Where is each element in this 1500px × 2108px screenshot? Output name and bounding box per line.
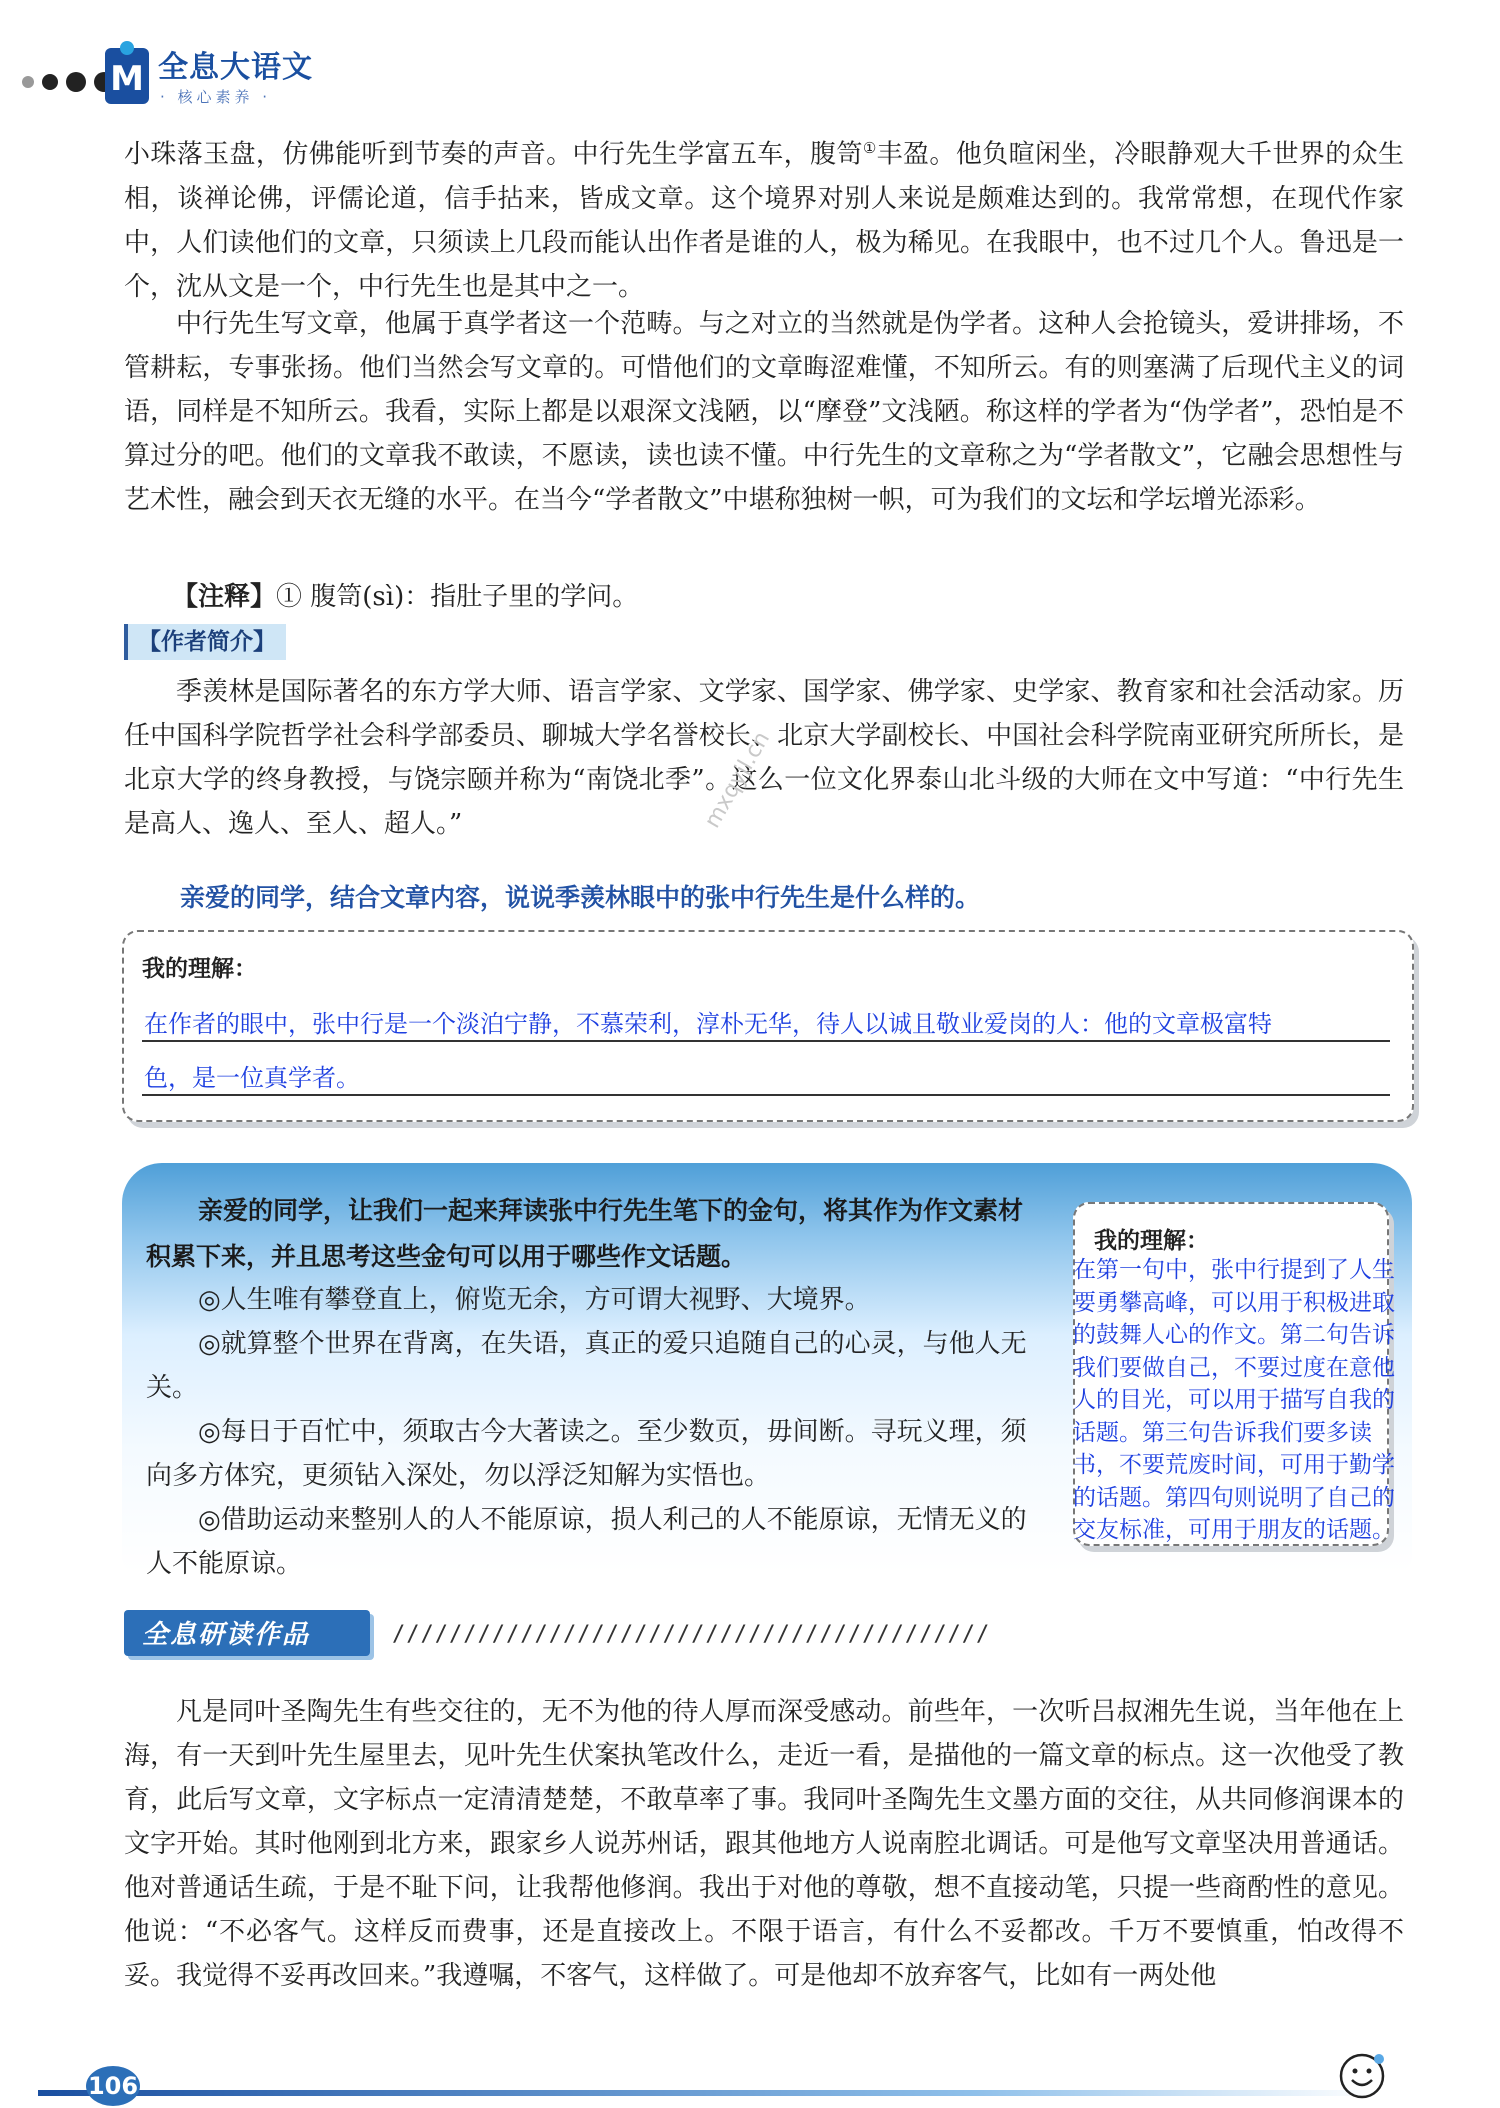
smiley-icon [1338,2052,1386,2100]
page-number: 106 [86,2066,140,2106]
answer-2-text[interactable]: 在第一句中，张中行提到了人生要勇攀高峰，可以用于积极进取的鼓舞人心的作文。第二句告诉我们要做自己，不要过度在意他人的目光，可以用于描写自我的话题。第三句告诉我们要多读书，不要荒废时间，可用于勤学的话题。第四句则说明了自己的交友标准，可用于朋友的话题。 [1073,1257,1395,1543]
author-intro-tag: 【作者简介】 [124,624,286,660]
logo-subtitle: · 核心素养 · [160,88,272,106]
quote-2: ◎就算整个世界在背离，在失语，真正的爱只追随自己的心灵，与他人无关。 [146,1329,1027,1403]
quote-4: ◎借助运动来整别人的人不能原谅，损人利己的人不能原谅，无情无义的人不能原谅。 [146,1505,1027,1579]
header-dots [22,66,112,96]
watermark: mxqyjl.cn [700,727,776,833]
footer-bar [38,2090,1378,2096]
answer-box-2-label: 我的理解： [1094,1228,1209,1254]
quote-3: ◎每日于百忙中，须取古今大著读之。至少数页，毋间断。寻玩义理，须向多方体究，更须钻入深处，勿以浮泛知解为实悟也。 [146,1417,1027,1491]
svg-text:M: M [110,59,144,99]
logo-icon [105,40,149,106]
footnote-marker: ① [862,139,877,157]
text-paragraph-1: 小珠落玉盘，仿佛能听到节奏的声音。中行先生学富五车，腹笥①丰盈。他负暄闲坐，冷眼静观大千世界的众生相，谈禅论佛，评儒论道，信手拈来，皆成文章。这个境界对别人来说是颇难达到的。我常常想，在现代作家中，人们读他们的文章，只须读上几段而能认出作者是谁的人，极为稀见。在我眼中，也不过几个人。鲁迅是一个，沈从文是一个，中行先生也是其中之一。 [124,139,1404,302]
answer-1-line-1[interactable]: 在作者的眼中，张中行是一个淡泊宁静，不慕荣利，淳朴无华，待人以诚且敬业爱岗的人：他的文章极富特 [144,1010,1272,1038]
logo-title: 全息大语文 [158,50,313,85]
question1-prompt: 亲爱的同学，结合文章内容，说说季羡林眼中的张中行先生是什么样的。 [180,883,981,912]
answer-line-rule [142,1094,1390,1096]
note-text: ① 腹笥(sì)：指肚子里的学问。 [276,582,639,612]
section-banner-title: 全息研读作品 [142,1620,311,1650]
quote-1: ◎人生唯有攀登直上，俯览无余，方可谓大视野、大境界。 [198,1285,871,1315]
answer-box-1-label: 我的理解： [142,956,257,982]
answer-line-rule [142,1040,1390,1042]
reading-text: 凡是同叶圣陶先生有些交往的，无不为他的待人厚而深受感动。前些年，一次听吕叔湘先生说，当年他在上海，有一天到叶先生屋里去，见叶先生伏案执笔改什么，走近一看，是描他的一篇文章的标点。这一次他受了教育，此后写文章，文字标点一定清清楚楚，不敢草率了事。我同叶圣陶先生文墨方面的交往，从共同修润课本的文字开始。其时他刚到北方来，跟家乡人说苏州话，跟其他地方人说南腔北调话。可是他写文章坚决用普通话。他对普通话生疏，于是不耻下问，让我帮他修润。我出于对他的尊敬，想不直接动笔，只提一些商酌性的意见。他说：“不必客气。这样反而费事，还是直接改上。不限于语言，有什么不妥都改。千万不要慎重，怕改得不妥。我觉得不妥再改回来。”我遵嘱，不客气，这样做了。可是他却不放弃客气，比如有一两处他 [124,1697,1404,1991]
note-label: 【注释】 [172,582,277,612]
footnote [172,575,638,619]
question2-prompt: 亲爱的同学，让我们一起来拜读张中行先生笔下的金句，将其作为作文素材积累下来，并且思考这些金句可以用于哪些作文话题。 [146,1196,1024,1271]
banner-decoration: ////////////////////////////////////////// [392,1622,991,1647]
answer-1-line-2[interactable]: 色，是一位真学者。 [144,1064,360,1092]
author-intro-text: 季羡林是国际著名的东方学大师、语言学家、文学家、国学家、佛学家、史学家、教育家和社会活动家。历任中国科学院哲学社会科学部委员、聊城大学名誉校长、北京大学副校长、中国社会科学院南亚研究所所长，是北京大学的终身教授，与饶宗颐并称为“南饶北季”。这么一位文化界泰山北斗级的大师在文中写道：“中行先生是高人、逸人、至人、超人。” [124,677,1404,839]
text-paragraph-2: 中行先生写文章，他属于真学者这一个范畴。与之对立的当然就是伪学者。这种人会抢镜头，爱讲排场，不管耕耘，专事张扬。他们当然会写文章的。可惜他们的文章晦涩难懂，不知所云。有的则塞满了后现代主义的词语，同样是不知所云。我看，实际上都是以艰深文浅陋，以“摩登”文浅陋。称这样的学者为“伪学者”，恐怕是不算过分的吧。他们的文章我不敢读，不愿读，读也读不懂。中行先生的文章称之为“学者散文”，它融会思想性与艺术性，融会到天衣无缝的水平。在当今“学者散文”中堪称独树一帜，可为我们的文坛和学坛增光添彩。 [124,309,1404,515]
